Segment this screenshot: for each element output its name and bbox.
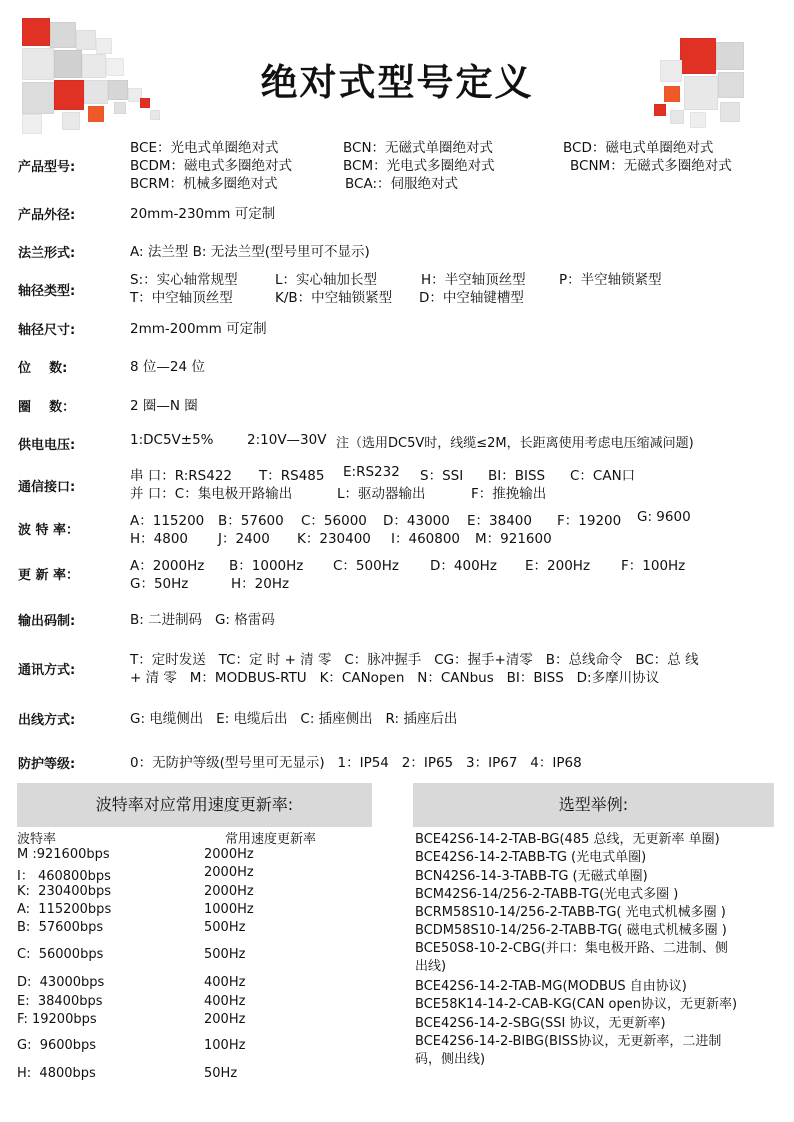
outlet-value: G: 电缆侧出 E: 电缆后出 C: 插座侧出 R: 插座后出 bbox=[130, 711, 458, 727]
baud-item: J：2400 bbox=[218, 531, 270, 547]
label-flange: 法兰形式: bbox=[18, 246, 76, 261]
interface-item: BI：BISS bbox=[488, 468, 546, 484]
example-line: BCM42S6-14/256-2-TABB-TG(光电式多圈 ) bbox=[415, 887, 679, 902]
model-item: BCN：无磁式单圈绝对式 bbox=[343, 140, 494, 156]
interface-item: L：驱动器输出 bbox=[337, 486, 426, 502]
protocol-line: T：定时发送 TC：定 时 + 清 零 C：脉冲握手 CG：握手+清零 B：总线命令 BC：总 线 bbox=[130, 652, 699, 668]
example-line: 码，侧出线) bbox=[415, 1052, 486, 1067]
baud-table-col1: 波特率 bbox=[17, 832, 57, 847]
label-protocol: 通讯方式: bbox=[18, 663, 76, 678]
shaft-type-item: L：实心轴加长型 bbox=[275, 272, 378, 288]
refresh-item: E：200Hz bbox=[525, 558, 591, 574]
baud-table-rate: C: 56000bps bbox=[17, 947, 104, 962]
protection-value: 0：无防护等级(型号里可无显示) 1：IP54 2：IP65 3：IP67 4：IP68 bbox=[130, 755, 582, 771]
example-line: 出线) bbox=[415, 959, 447, 974]
baud-table-header: 波特率对应常用速度更新率: bbox=[17, 783, 372, 827]
refresh-item: F：100Hz bbox=[621, 558, 686, 574]
baud-table-rate: F: 19200bps bbox=[17, 1012, 97, 1027]
example-line: BCE42S6-14-2-TABB-TG (光电式单圈) bbox=[415, 850, 647, 865]
shaft-type-item: S:：实心轴常规型 bbox=[130, 272, 238, 288]
baud-table-rate: K: 230400bps bbox=[17, 884, 112, 899]
power-note: 注（选用DC5V时，线缆≤2M，长距离使用考虑电压缩减问题) bbox=[336, 436, 694, 451]
model-item: BCM：光电式多圈绝对式 bbox=[343, 158, 495, 174]
bits-value: 8 位—24 位 bbox=[130, 359, 205, 375]
baud-table-refresh: 1000Hz bbox=[204, 902, 254, 917]
label-protection: 防护等级: bbox=[18, 757, 76, 772]
baud-table-rate: E: 38400bps bbox=[17, 994, 103, 1009]
baud-table-rate: I： 460800bps bbox=[17, 869, 111, 884]
refresh-item: C：500Hz bbox=[333, 558, 399, 574]
label-model: 产品型号: bbox=[18, 160, 76, 175]
baud-item: C：56000 bbox=[301, 513, 367, 529]
refresh-item: D：400Hz bbox=[430, 558, 497, 574]
baud-item: K：230400 bbox=[297, 531, 371, 547]
example-line: BCE42S6-14-2-TAB-BG(485 总线，无更新率 单圈) bbox=[415, 832, 720, 847]
baud-table-refresh: 2000Hz bbox=[204, 865, 254, 880]
baud-table-rate: A: 115200bps bbox=[17, 902, 112, 917]
label-interface: 通信接口: bbox=[18, 480, 76, 495]
shaft-type-item: D：中空轴键槽型 bbox=[419, 290, 524, 306]
example-line: BCDM58S10-14/256-2-TABB-TG( 磁电式机械多圈 ) bbox=[415, 923, 727, 938]
baud-table-rate: G: 9600bps bbox=[17, 1038, 97, 1053]
page-title: 绝对式型号定义 bbox=[260, 60, 534, 104]
model-item: BCD：磁电式单圈绝对式 bbox=[563, 140, 714, 156]
example-line: BCN42S6-14-3-TABB-TG (无磁式单圈) bbox=[415, 869, 648, 884]
example-line: BCRM58S10-14/256-2-TABB-TG( 光电式机械多圈 ) bbox=[415, 905, 726, 920]
protocol-line: + 清 零 M：MODBUS-RTU K：CANopen N：CANbus BI：BISS D:多摩川协议 bbox=[130, 670, 660, 686]
shaft-type-item: T：中空轴顶丝型 bbox=[130, 290, 233, 306]
interface-item: C：CAN口 bbox=[570, 468, 636, 484]
shaft-type-item: K/B：中空轴锁紧型 bbox=[275, 290, 393, 306]
interface-item: F：推挽输出 bbox=[471, 486, 547, 502]
refresh-item: B：1000Hz bbox=[229, 558, 304, 574]
model-item: BCDM：磁电式多圈绝对式 bbox=[130, 158, 292, 174]
baud-item: D：43000 bbox=[383, 513, 450, 529]
model-item: BCRM：机械多圈绝对式 bbox=[130, 176, 278, 192]
baud-item: I：460800 bbox=[391, 531, 461, 547]
baud-item: B：57600 bbox=[218, 513, 284, 529]
shaft-type-item: H：半空轴顶丝型 bbox=[421, 272, 526, 288]
baud-table-refresh: 400Hz bbox=[204, 975, 246, 990]
turns-value: 2 圈—N 圈 bbox=[130, 398, 198, 414]
power-item: 1:DC5V±5% bbox=[130, 432, 214, 448]
examples-header: 选型举例: bbox=[413, 783, 774, 827]
interface-item: 并 口：C：集电极开路输出 bbox=[130, 486, 293, 502]
interface-item: S：SSI bbox=[420, 468, 464, 484]
label-shaft-type: 轴径类型: bbox=[18, 284, 76, 299]
baud-item: H：4800 bbox=[130, 531, 189, 547]
refresh-item: A：2000Hz bbox=[130, 558, 205, 574]
baud-table-rate: H: 4800bps bbox=[17, 1066, 96, 1081]
baud-table-refresh: 400Hz bbox=[204, 994, 246, 1009]
shaft-type-item: P：半空轴锁紧型 bbox=[559, 272, 662, 288]
label-code: 输出码制: bbox=[18, 614, 76, 629]
label-turns: 圈 数： bbox=[18, 400, 76, 415]
baud-table-refresh: 2000Hz bbox=[204, 847, 254, 862]
label-shaft-size: 轴径尺寸: bbox=[18, 323, 76, 338]
shaft-size-value: 2mm-200mm 可定制 bbox=[130, 321, 267, 337]
example-line: BCE42S6-14-2-BIBG(BISS协议，无更新率，二进制 bbox=[415, 1034, 722, 1049]
example-line: BCE42S6-14-2-TAB-MG(MODBUS 自由协议) bbox=[415, 979, 687, 994]
interface-item: 串 口：R:RS422 bbox=[130, 468, 233, 484]
model-item: BCE：光电式单圈绝对式 bbox=[130, 140, 279, 156]
baud-table-rate: D: 43000bps bbox=[17, 975, 105, 990]
label-baud: 波 特 率： bbox=[18, 523, 80, 538]
baud-table-refresh: 100Hz bbox=[204, 1038, 246, 1053]
diameter-value: 20mm-230mm 可定制 bbox=[130, 206, 276, 222]
power-item: 2:10V—30V bbox=[247, 432, 327, 448]
label-diameter: 产品外径: bbox=[18, 208, 76, 223]
label-refresh: 更 新 率： bbox=[18, 568, 80, 583]
baud-table-refresh: 200Hz bbox=[204, 1012, 246, 1027]
baud-item: F：19200 bbox=[557, 513, 622, 529]
example-line: BCE42S6-14-2-SBG(SSI 协议，无更新率) bbox=[415, 1016, 666, 1031]
baud-table-refresh: 50Hz bbox=[204, 1066, 238, 1081]
baud-table-rate: B: 57600bps bbox=[17, 920, 104, 935]
flange-value: A: 法兰型 B: 无法兰型(型号里可不显示) bbox=[130, 244, 370, 260]
baud-item: G: 9600 bbox=[637, 509, 691, 525]
model-item: BCNM：无磁式多圈绝对式 bbox=[570, 158, 732, 174]
label-bits: 位 数: bbox=[18, 361, 68, 376]
code-value: B: 二进制码 G: 格雷码 bbox=[130, 612, 275, 628]
baud-table-refresh: 2000Hz bbox=[204, 884, 254, 899]
baud-item: E：38400 bbox=[467, 513, 532, 529]
refresh-item: H：20Hz bbox=[231, 576, 290, 592]
interface-item: T：RS485 bbox=[259, 468, 325, 484]
label-outlet: 出线方式: bbox=[18, 713, 76, 728]
interface-item: E:RS232 bbox=[343, 464, 400, 480]
example-line: BCE50S8-10-2-CBG(并口：集电极开路、二进制、侧 bbox=[415, 941, 728, 956]
label-power: 供电电压: bbox=[18, 438, 76, 453]
baud-item: M：921600 bbox=[475, 531, 552, 547]
refresh-item: G：50Hz bbox=[130, 576, 189, 592]
baud-table-refresh: 500Hz bbox=[204, 947, 246, 962]
model-item: BCA:：伺服绝对式 bbox=[345, 176, 458, 192]
example-line: BCE58K14-14-2-CAB-KG(CAN open协议，无更新率) bbox=[415, 997, 738, 1012]
baud-table-col2: 常用速度更新率 bbox=[225, 832, 317, 847]
baud-table-refresh: 500Hz bbox=[204, 920, 246, 935]
baud-table-rate: M :921600bps bbox=[17, 847, 110, 862]
baud-item: A：115200 bbox=[130, 513, 205, 529]
